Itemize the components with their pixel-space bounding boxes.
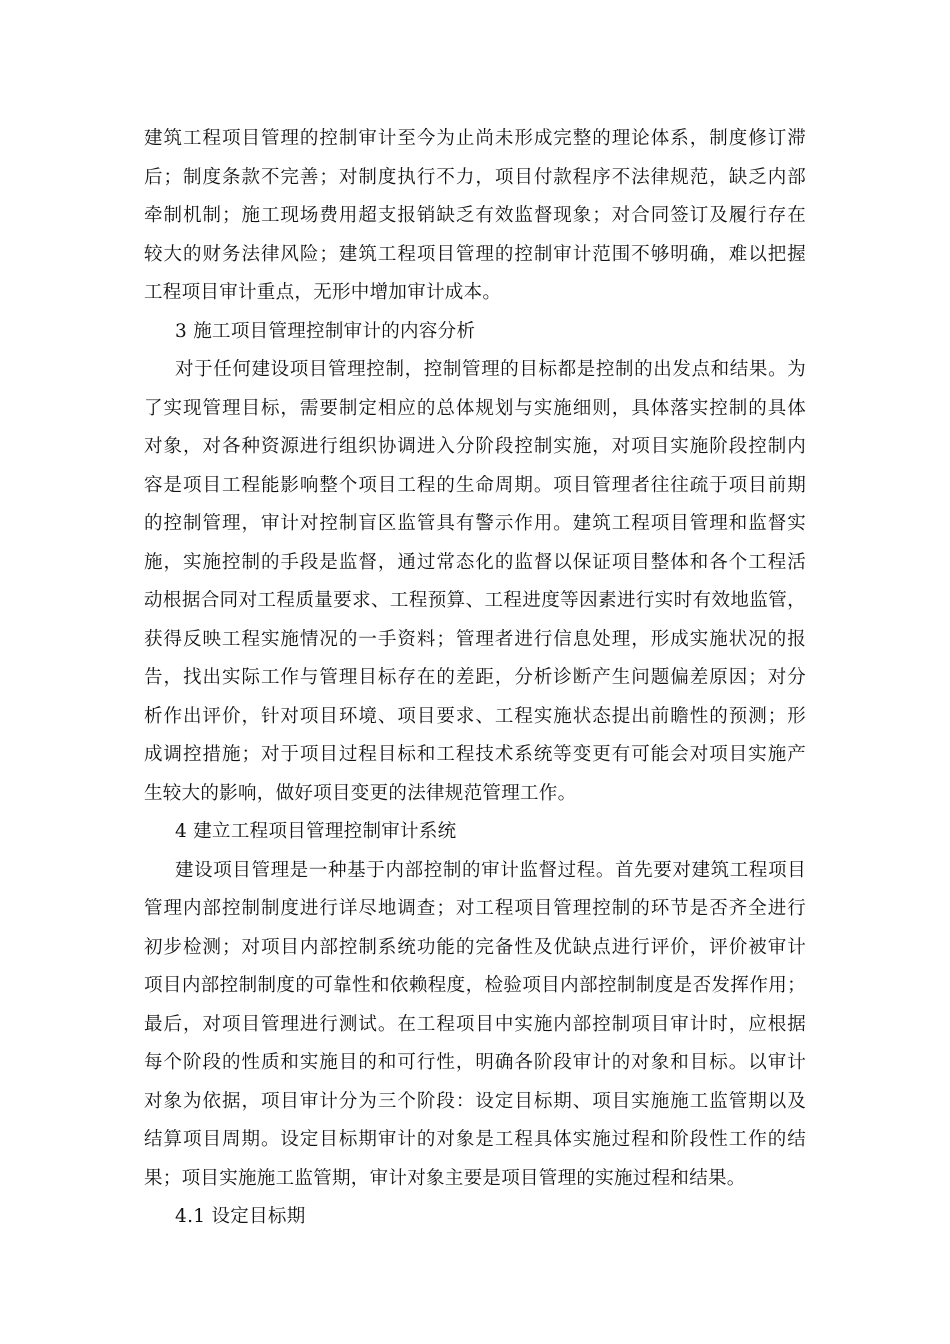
text-line: 生较大的影响，做好项目变更的法律规范管理工作。	[144, 782, 577, 804]
text-line: 后；制度条款不完善；对制度执行不力，项目付款程序不法律规范，缺乏内部	[144, 166, 806, 188]
text-line: 项目内部控制制度的可靠性和依赖程度，检验项目内部控制制度是否发挥作用；	[144, 975, 806, 996]
section-heading: 4 建立工程项目管理控制审计系统	[175, 821, 457, 842]
text-line: 容是项目工程能影响整个项目工程的生命周期。项目管理者往往疏于项目前期	[144, 474, 806, 496]
text-line: 施，实施控制的手段是监督，通过常态化的监督以保证项目整体和各个工程活	[144, 551, 806, 573]
text-line: 析作出评价，针对项目环境、项目要求、工程实施状态提出前瞻性的预测；形	[144, 705, 806, 727]
document-page	[144, 120, 806, 1237]
text-line: 最后，对项目管理进行测试。在工程项目中实施内部控制项目审计时，应根据	[144, 1013, 806, 1035]
paragraph	[144, 351, 806, 813]
text-line: 建设项目管理是一种基于内部控制的审计监督过程。首先要对建筑工程项目	[175, 859, 806, 881]
paragraph	[144, 852, 806, 1199]
text-line: 告，找出实际工作与管理目标存在的差距，分析诊断产生问题偏差原因；对分	[144, 667, 806, 688]
text-line: 结算项目周期。设定目标期审计的对象是工程具体实施过程和阶段性工作的结	[144, 1129, 806, 1150]
subsection-heading: 4.1 设定目标期	[175, 1206, 306, 1227]
text-line: 牵制机制；施工现场费用超支报销缺乏有效监督现象；对合同签订及履行存在	[144, 205, 806, 226]
text-line: 获得反映工程实施情况的一手资料；管理者进行信息处理，形成实施状况的报	[144, 628, 806, 650]
text-line: 对于任何建设项目管理控制，控制管理的目标都是控制的出发点和结果。为	[175, 359, 806, 380]
text-line: 每个阶段的性质和实施目的和可行性，明确各阶段审计的对象和目标。以审计	[144, 1052, 806, 1073]
text-line: 工程项目审计重点，无形中增加审计成本。	[144, 282, 502, 303]
text-line: 初步检测；对项目内部控制系统功能的完备性及优缺点进行评价，评价被审计	[144, 936, 806, 958]
text-line: 果；项目实施施工监管期，审计对象主要是项目管理的实施过程和结果。	[144, 1167, 746, 1189]
text-line: 动根据合同对工程质量要求、工程预算、工程进度等因素进行实时有效地监管，	[144, 590, 806, 611]
text-line: 对象为依据，项目审计分为三个阶段：设定目标期、项目实施施工监管期以及	[144, 1090, 806, 1112]
text-line: 较大的财务法律风险；建筑工程项目管理的控制审计范围不够明确，难以把握	[144, 243, 806, 265]
text-line: 建筑工程项目管理的控制审计至今为止尚未形成完整的理论体系，制度修订滞	[144, 128, 806, 149]
paragraph	[144, 120, 806, 313]
text-line: 了实现管理目标，需要制定相应的总体规划与实施细则，具体落实控制的具体	[144, 397, 806, 419]
text-line: 的控制管理，审计对控制盲区监管具有警示作用。建筑工程项目管理和监督实	[144, 513, 806, 534]
text-line: 成调控措施；对于项目过程目标和工程技术系统等变更有可能会对项目实施产	[144, 744, 806, 765]
text-line: 对象，对各种资源进行组织协调进入分阶段控制实施，对项目实施阶段控制内	[144, 436, 806, 457]
section-heading: 3 施工项目管理控制审计的内容分析	[175, 320, 476, 342]
text-line: 管理内部控制制度进行详尽地调查；对工程项目管理控制的环节是否齐全进行	[144, 898, 806, 919]
